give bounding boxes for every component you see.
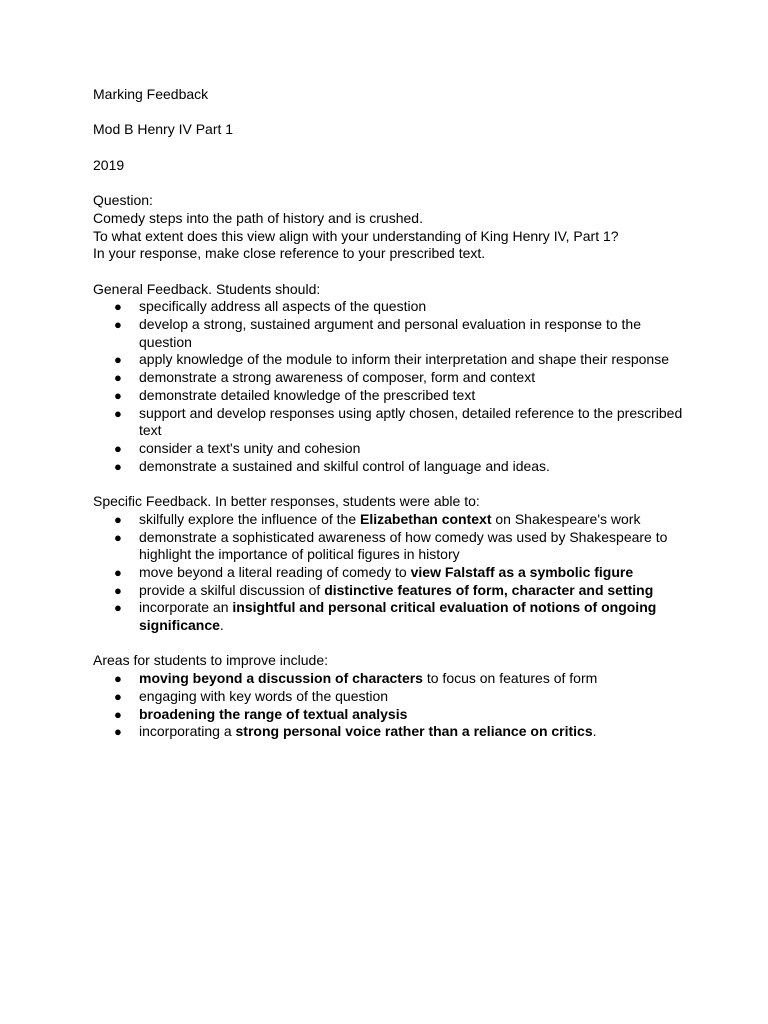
list-item-text: .: [219, 617, 224, 634]
specific-feedback-list: [93, 511, 693, 635]
question-line: In your response, make close reference to your prescribed text.: [93, 245, 486, 262]
list-item: [93, 440, 687, 458]
bullet-icon: ●: [114, 582, 122, 598]
improvement-list: [93, 670, 693, 741]
document-subtitle: Mod B Henry IV Part 1: [93, 121, 234, 138]
list-item-text: consider a text's unity and cohesion: [139, 440, 361, 456]
list-item: [93, 351, 687, 369]
emphasized-text: Elizabethan context: [360, 510, 492, 527]
list-item: [93, 723, 687, 741]
list-item: [93, 599, 687, 634]
list-item: [93, 369, 687, 387]
specific-feedback-heading: Specific Feedback. In better responses, students were able to:: [93, 493, 480, 510]
list-item-text: apply knowledge of the module to inform their interpretation and shape their response: [139, 351, 669, 368]
list-item: [93, 511, 687, 529]
emphasized-text: insightful and personal critical evaluation of notions of ongoing significance: [139, 599, 657, 634]
bullet-icon: ●: [114, 529, 122, 545]
list-item: [93, 582, 687, 600]
improvement-section: [93, 652, 693, 741]
bullet-icon: ●: [114, 458, 122, 474]
bullet-icon: ●: [114, 724, 122, 740]
emphasized-text: moving beyond a discussion of characters: [139, 670, 423, 687]
spacer: [93, 635, 693, 653]
list-item: [93, 458, 687, 476]
list-item: [93, 706, 687, 724]
list-item-text: demonstrate a strong awareness of composer, form and context: [139, 369, 536, 386]
emphasized-text: distinctive features of form, character and setting: [324, 581, 654, 598]
bullet-icon: ●: [114, 370, 122, 386]
list-item-text: incorporate an: [139, 599, 233, 616]
spacer: [93, 174, 693, 192]
spacer: [93, 104, 693, 122]
list-item: [93, 405, 687, 440]
spacer: [93, 475, 693, 493]
list-item-text: skilfully explore the influence of the: [139, 510, 361, 527]
question-line: To what extent does this view align with your understanding of King Henry IV, Part 1?: [93, 227, 619, 244]
spacer: [93, 263, 693, 281]
bullet-icon: ●: [114, 405, 122, 421]
general-feedback-heading: General Feedback. Students should:: [93, 280, 321, 297]
spacer: [93, 139, 693, 157]
bullet-icon: ●: [114, 511, 122, 527]
document-year: 2019: [93, 156, 125, 173]
list-item: [93, 688, 687, 706]
list-item: [93, 387, 687, 405]
list-item: [93, 670, 687, 688]
list-item: [93, 564, 687, 582]
list-item-text: demonstrate detailed knowledge of the prescribed text: [139, 386, 476, 403]
list-item: [93, 316, 687, 351]
list-item-text: demonstrate a sustained and skilful control of language and ideas.: [139, 457, 550, 474]
question-section: [93, 192, 693, 263]
list-item: [93, 529, 687, 564]
emphasized-text: strong personal voice rather than a reliance on critics: [235, 723, 593, 740]
list-item-text: specifically address all aspects of the question: [139, 298, 427, 315]
bullet-icon: ●: [114, 317, 122, 333]
question-label: Question:: [93, 192, 153, 209]
emphasized-text: view Falstaff as a symbolic figure: [410, 563, 634, 580]
bullet-icon: ●: [114, 671, 122, 687]
list-item-text: provide a skilful discussion of: [139, 581, 325, 598]
bullet-icon: ●: [114, 387, 122, 403]
general-feedback-section: [93, 281, 693, 476]
bullet-icon: ●: [114, 352, 122, 368]
bullet-icon: ●: [114, 688, 122, 704]
improvement-heading: Areas for students to improve include:: [93, 652, 329, 669]
question-line: Comedy steps into the path of history and is crushed.: [93, 209, 423, 226]
general-feedback-list: [93, 298, 693, 475]
specific-feedback-section: [93, 493, 693, 635]
document-body: [93, 86, 693, 741]
list-item-text: incorporating a: [139, 723, 236, 740]
list-item-text: develop a strong, sustained argument and personal evaluation in response to the question: [139, 316, 642, 350]
bullet-icon: ●: [114, 299, 122, 315]
list-item-text: .: [592, 723, 597, 740]
list-item-text: on Shakespeare's work: [491, 510, 641, 527]
emphasized-text: broadening the range of textual analysis: [139, 705, 408, 722]
bullet-icon: ●: [114, 564, 122, 580]
bullet-icon: ●: [114, 441, 122, 456]
document-title: Marking Feedback: [93, 86, 209, 102]
list-item-text: to focus on features of form: [422, 670, 598, 687]
list-item-text: engaging with key words of the question: [139, 687, 389, 704]
list-item-text: support and develop responses using aptly chosen, detailed reference to the prescribed text: [139, 404, 683, 439]
list-item: [93, 298, 687, 316]
bullet-icon: ●: [114, 600, 122, 616]
list-item-text: demonstrate a sophisticated awareness of how comedy was used by Shakespeare to highlight the importance of political figures in history: [139, 528, 668, 563]
list-item-text: move beyond a literal reading of comedy to: [139, 563, 411, 580]
bullet-icon: ●: [114, 706, 122, 722]
